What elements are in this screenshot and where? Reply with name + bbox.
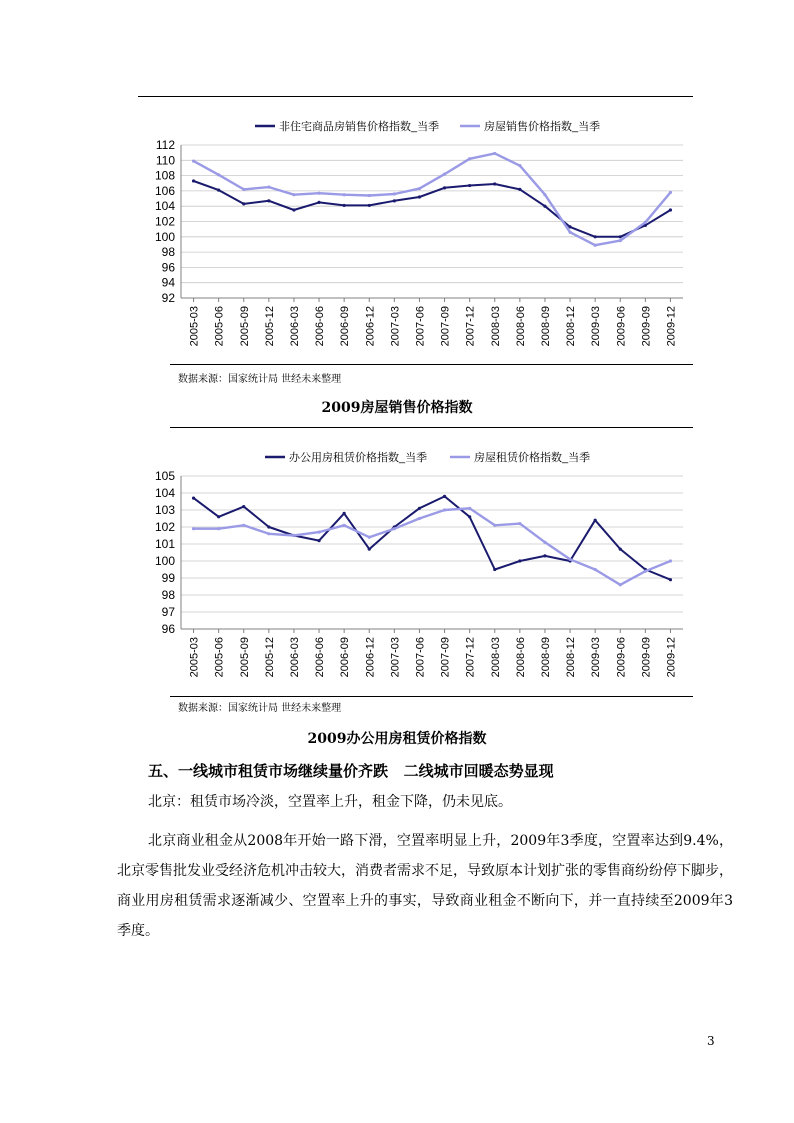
y-tick-label: 104 xyxy=(154,486,175,500)
chart-2-source: 数据来源：国家统计局 世经未来整理 xyxy=(178,703,342,714)
chart-1-source: 数据来源：国家统计局 世经未来整理 xyxy=(178,374,342,385)
data-point xyxy=(192,527,195,530)
x-tick-label: 2007-03 xyxy=(389,306,402,347)
y-tick-label: 98 xyxy=(161,245,175,260)
x-tick-label: 2008-03 xyxy=(489,306,502,347)
x-tick-label: 2006-03 xyxy=(288,306,301,347)
x-tick-label: 2009-03 xyxy=(590,637,603,678)
data-point xyxy=(518,559,521,562)
bottom-rule-chart-2 xyxy=(170,696,693,697)
y-tick-label: 100 xyxy=(154,229,175,244)
series-line-2 xyxy=(194,508,671,585)
data-point xyxy=(368,548,371,551)
data-point xyxy=(343,512,346,515)
data-point xyxy=(543,541,546,544)
series-line-1 xyxy=(194,496,671,579)
x-tick-label: 2006-12 xyxy=(364,306,377,347)
x-tick-label: 2007-06 xyxy=(414,637,427,678)
data-point xyxy=(619,548,622,551)
data-point xyxy=(543,554,546,557)
y-tick-label: 100 xyxy=(154,554,175,568)
y-tick-label: 103 xyxy=(154,503,175,517)
y-tick-label: 97 xyxy=(161,605,175,619)
x-tick-label: 2006-06 xyxy=(314,306,327,347)
y-tick-label: 108 xyxy=(154,168,175,183)
data-point xyxy=(418,517,421,520)
x-tick-label: 2009-09 xyxy=(640,306,653,347)
data-point xyxy=(292,534,295,537)
data-point xyxy=(443,495,446,498)
y-tick-label: 112 xyxy=(155,138,175,152)
x-tick-label: 2008-12 xyxy=(565,306,578,347)
y-tick-label: 105 xyxy=(154,469,175,483)
data-point xyxy=(594,568,597,571)
x-tick-label: 2006-03 xyxy=(288,637,301,678)
section-title: 五、一线城市租赁市场继续量价齐跌 二线城市回暖态势显现 xyxy=(148,762,554,780)
y-tick-label: 92 xyxy=(161,291,175,305)
data-point xyxy=(518,522,521,525)
data-point xyxy=(644,570,647,573)
x-tick-label: 2009-06 xyxy=(615,637,628,678)
data-point xyxy=(393,527,396,530)
x-tick-label: 2008-12 xyxy=(565,637,578,678)
y-tick-label: 102 xyxy=(154,520,175,534)
x-tick-label: 2005-03 xyxy=(188,637,201,678)
x-tick-label: 2007-09 xyxy=(439,637,452,678)
data-point xyxy=(493,524,496,527)
y-tick-label: 101 xyxy=(154,537,175,551)
y-tick-label: 99 xyxy=(161,571,175,585)
data-point xyxy=(468,515,471,518)
x-tick-label: 2009-12 xyxy=(665,637,678,678)
data-point xyxy=(267,532,270,535)
x-tick-label: 2005-12 xyxy=(263,637,276,678)
data-point xyxy=(468,507,471,510)
x-tick-label: 2006-09 xyxy=(339,637,352,678)
legend-label-2: 房屋租赁价格指数_当季 xyxy=(474,452,591,464)
y-tick-label: 96 xyxy=(161,260,175,275)
paragraph-beijing-summary: 北京：租赁市场冷淡，空置率上升，租金下降，仍未见底。 xyxy=(148,794,512,810)
paragraph-beijing-detail: 北京商业租金从2008年开始一路下滑，空置率明显上升，2009年3季度，空置率达到9.4%，北京零售批发业受经济危机冲击较大，消费者需求不足，导致原本计划扩张的零售商纷纷停下脚步，商业用房租赁需求逐渐减少、空置率上升的事实，导致商业租金不断向下，并一直持续至2009年3季度。 xyxy=(117,833,733,939)
y-tick-label: 110 xyxy=(155,153,175,168)
y-tick-label: 104 xyxy=(154,199,175,214)
x-tick-label: 2009-03 xyxy=(590,306,603,347)
x-tick-label: 2005-09 xyxy=(238,306,251,347)
page-number: 3 xyxy=(707,1034,715,1048)
data-point xyxy=(493,568,496,571)
x-tick-label: 2005-09 xyxy=(238,637,251,678)
data-point xyxy=(217,527,220,530)
y-tick-label: 96 xyxy=(161,622,175,636)
data-point xyxy=(317,531,320,534)
y-tick-label: 94 xyxy=(161,275,175,290)
legend-label-1: 非住宅商品房销售价格指数_当季 xyxy=(279,121,440,133)
x-tick-label: 2007-12 xyxy=(464,306,477,347)
data-point xyxy=(192,497,195,500)
x-tick-label: 2005-06 xyxy=(213,306,226,347)
x-tick-label: 2008-09 xyxy=(539,637,552,678)
y-tick-label: 106 xyxy=(154,183,175,198)
data-point xyxy=(418,507,421,510)
data-point xyxy=(217,515,220,518)
x-tick-label: 2005-12 xyxy=(263,306,276,347)
y-tick-label: 102 xyxy=(154,214,175,229)
x-tick-label: 2006-12 xyxy=(364,637,377,678)
data-point xyxy=(669,578,672,581)
data-point xyxy=(343,524,346,527)
x-tick-label: 2008-06 xyxy=(514,637,527,678)
legend-label-1: 办公用房租赁价格指数_当季 xyxy=(289,452,428,464)
data-point xyxy=(267,525,270,528)
chart-2-caption: 2009办公用房租赁价格指数 xyxy=(307,731,487,747)
x-tick-label: 2008-06 xyxy=(514,306,527,347)
data-point xyxy=(242,505,245,508)
x-tick-label: 2007-03 xyxy=(389,637,402,678)
data-point xyxy=(594,519,597,522)
data-point xyxy=(619,583,622,586)
x-tick-label: 2007-09 xyxy=(439,306,452,347)
legend-label-2: 房屋销售价格指数_当季 xyxy=(484,121,601,133)
x-tick-label: 2007-12 xyxy=(464,637,477,678)
chart-1-caption: 2009房屋销售价格指数 xyxy=(321,400,473,416)
x-tick-label: 2006-09 xyxy=(339,306,352,347)
data-point xyxy=(242,524,245,527)
data-point xyxy=(368,536,371,539)
x-tick-label: 2007-06 xyxy=(414,306,427,347)
y-tick-label: 98 xyxy=(161,588,175,602)
x-tick-label: 2009-06 xyxy=(615,306,628,347)
x-tick-label: 2009-12 xyxy=(665,306,678,347)
x-tick-label: 2005-06 xyxy=(213,637,226,678)
x-tick-label: 2008-03 xyxy=(489,637,502,678)
data-point xyxy=(669,559,672,562)
data-point xyxy=(317,539,320,542)
x-tick-label: 2008-09 xyxy=(539,306,552,347)
data-point xyxy=(568,558,571,561)
data-point xyxy=(443,508,446,511)
x-tick-label: 2006-06 xyxy=(314,637,327,678)
x-tick-label: 2009-09 xyxy=(640,637,653,678)
x-tick-label: 2005-03 xyxy=(188,306,201,347)
